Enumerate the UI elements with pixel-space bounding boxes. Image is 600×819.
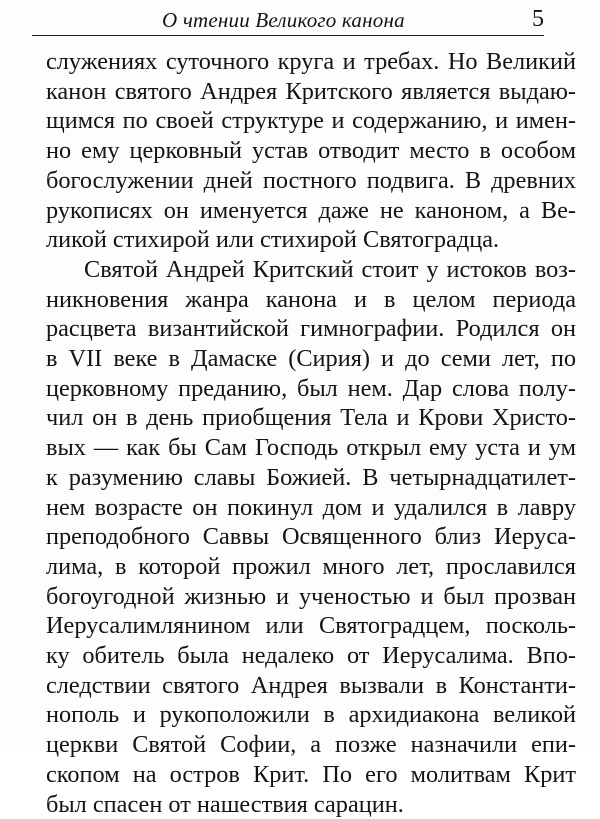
text-line: рукописях он именуется даже не каноном, а Ве- xyxy=(46,196,576,224)
body-text xyxy=(46,47,576,819)
text-line: никновения жанра канона и в целом периода xyxy=(46,285,576,313)
paragraph-2 xyxy=(46,255,576,819)
text-line: но ему церковный устав отводит место в особом xyxy=(46,137,576,165)
text-line: скопом на остров Крит. По его молитвам Крит xyxy=(46,760,576,788)
text-line: преподобного Саввы Освященного близ Иерусa- xyxy=(46,523,576,551)
text-line: нем возрасте он покинул дом и удалился в лавру xyxy=(46,493,576,521)
text-line: Святой Андрей Критский стоит у истоков воз- xyxy=(84,255,576,283)
text-line: церковному преданию, был нем. Дар слова полу- xyxy=(46,374,576,402)
text-line: Иерусалимлянином или Святоградцем, посколь- xyxy=(46,612,576,640)
text-line: следствии святого Андрея вызвали в Константи- xyxy=(46,671,576,699)
text-line: лима, в которой прожил много лет, прославился xyxy=(46,552,576,580)
text-line: расцвета византийской гимнографии. Родился он xyxy=(46,315,576,343)
text-line: чил он в день приобщения Тела и Крови Христо- xyxy=(46,404,576,432)
text-line: канон святого Андрея Критского является выдаю- xyxy=(46,77,576,105)
running-title: О чтении Великого канона xyxy=(162,8,405,32)
text-line: ку обитель была недалеко от Иерусалима. Впо- xyxy=(46,642,576,670)
text-line: к разумению славы Божией. В четырнадцатилет- xyxy=(46,463,576,491)
page-number: 5 xyxy=(532,6,544,32)
text-line: церкви Святой Софии, а позже назначили епи- xyxy=(46,731,576,759)
text-line: ликой стихирой или стихирой Святоградца. xyxy=(46,226,500,254)
text-line: нополь и рукоположили в архидиакона великой xyxy=(46,701,576,729)
header-rule xyxy=(32,35,544,36)
text-line: служениях суточного круга и требах. Но Великий xyxy=(46,48,576,75)
text-line: щимся по своей структуре и содержанию, и имен- xyxy=(46,107,576,135)
text-line: в VII веке в Дамаске (Сирия) и до семи лет, по xyxy=(46,345,576,373)
text-line: был спасен от нашествия сарацин. xyxy=(46,790,404,818)
running-header xyxy=(32,2,544,36)
paragraph-1 xyxy=(46,47,576,255)
text-line: богослужении дней постного подвига. В древних xyxy=(46,166,576,194)
text-line: богоугодной жизнью и ученостью и был прозван xyxy=(46,582,576,610)
text-line: вых — как бы Сам Господь открыл ему уста и ум xyxy=(46,434,576,462)
